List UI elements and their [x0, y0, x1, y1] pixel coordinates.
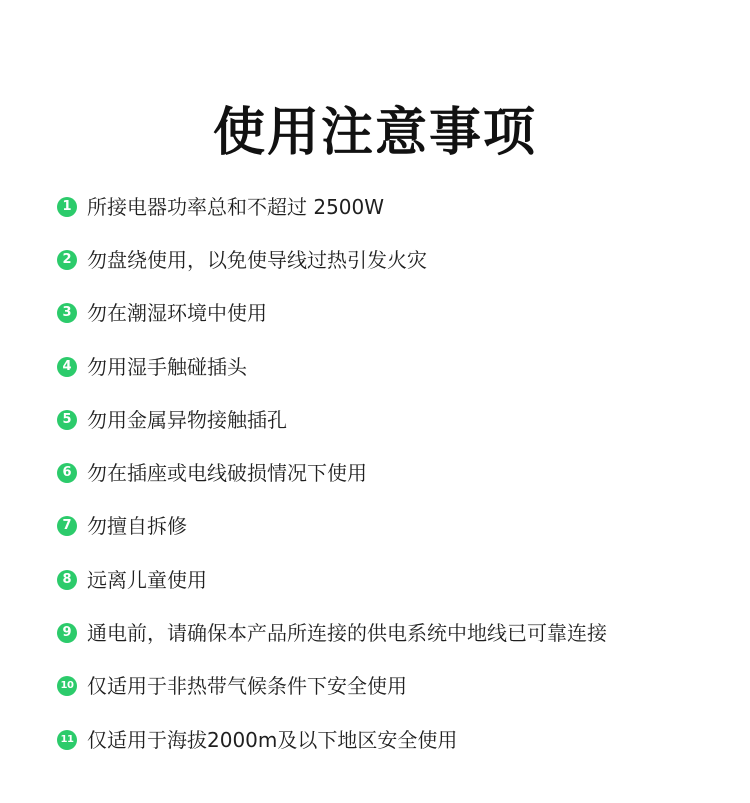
number-badge: 11 — [57, 730, 77, 750]
note-item — [57, 446, 737, 499]
note-item — [57, 233, 737, 286]
note-item — [57, 180, 737, 233]
page-title: 使用注意事项 — [212, 102, 537, 163]
note-text: 勿用金属异物接触插孔 — [87, 407, 287, 432]
note-text: 勿擅自拆修 — [87, 514, 187, 539]
note-item — [57, 606, 737, 659]
number-badge: 2 — [57, 250, 77, 270]
notes-list — [57, 180, 737, 766]
note-text: 勿在潮湿环境中使用 — [87, 301, 267, 326]
note-item — [57, 287, 737, 340]
number-badge: 6 — [57, 463, 77, 483]
note-text: 勿在插座或电线破损情况下使用 — [87, 461, 367, 486]
note-text: 所接电器功率总和不超过 2500W — [87, 194, 385, 219]
note-item — [57, 340, 737, 393]
number-badge: 1 — [57, 197, 77, 217]
number-badge: 10 — [57, 676, 77, 696]
note-item — [57, 713, 737, 766]
note-text: 勿用湿手触碰插头 — [87, 354, 247, 379]
note-item — [57, 553, 737, 606]
note-text: 仅适用于非热带气候条件下安全使用 — [87, 674, 407, 699]
number-badge: 3 — [57, 303, 77, 323]
note-item — [57, 393, 737, 446]
number-badge: 4 — [57, 357, 77, 377]
number-badge: 8 — [57, 570, 77, 590]
number-badge: 7 — [57, 516, 77, 536]
note-text: 仅适用于海拔2000m及以下地区安全使用 — [87, 727, 458, 752]
number-badge: 9 — [57, 623, 77, 643]
note-item — [57, 500, 737, 553]
note-text: 远离儿童使用 — [87, 567, 207, 592]
note-item — [57, 660, 737, 713]
number-badge: 5 — [57, 410, 77, 430]
note-text: 勿盘绕使用，以免使导线过热引发火灾 — [87, 247, 427, 272]
note-text: 通电前，请确保本产品所连接的供电系统中地线已可靠连接 — [87, 621, 607, 646]
